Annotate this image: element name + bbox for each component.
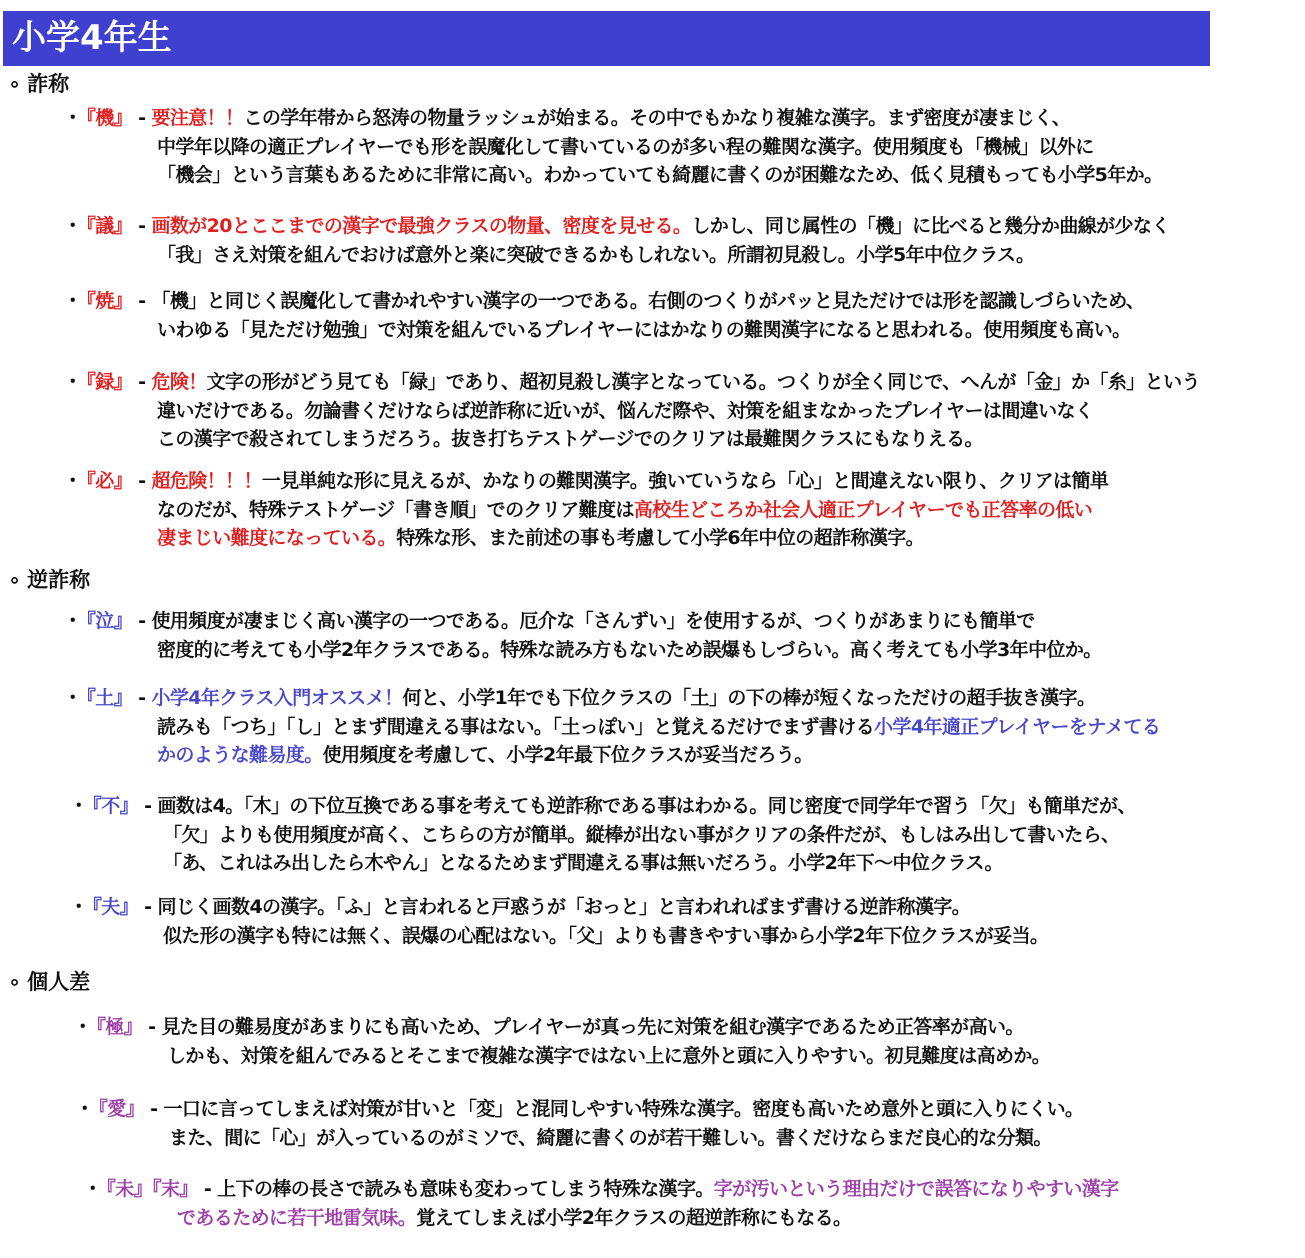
entry-text: 密度的に考えても小学2年クラスである。特殊な読み方もないため誤爆もしづらい。高く考えても小学3年中位か。 (157, 638, 1102, 661)
highlight-text: 要注意！！ (151, 107, 244, 129)
entry-text: 「我」さえ対策を組んでおけば意外と楽に突破できるかもしれない。所謂初見殺し。小学5年中位クラス。 (157, 243, 1035, 266)
section-heading-gyaku (8, 567, 90, 593)
entry-key: 『必』 (76, 470, 133, 492)
entry-key: 『極』 (86, 1016, 143, 1038)
bullet-ring-icon: ∘ (8, 970, 22, 994)
highlight-text: 超危険！！！ (151, 470, 262, 492)
entry-ki: ･『機』 - 要注意！！この学年帯から怒涛の物量ラッシュが始まる。その中でもかなり複雑な漢字。まず密度が凄まじく、 中学年以降の適正プレイヤーでも形を誤魔化して書いているのが多い程の難関な漢字。使用頻度も「機械」以外に 「機会」という言葉もあるために非常に高い。わかっていても綺麗に書くのが困難なため、低く見積もっても小学5年か。 (68, 104, 1162, 190)
highlight-text: 画数が20とここまでの漢字で最強クラスの物量、密度を見せる。 (151, 215, 692, 237)
bullet-ring-icon: ∘ (8, 72, 22, 96)
page-title: 小学4年生 (3, 11, 1210, 66)
section-heading-text: 逆詐称 (27, 568, 91, 592)
entry-shi: ･『土』 - 小学4年クラス入門オススメ！何と、小学1年でも下位クラスの「土」の下の棒が短くなっただけの超手抜き漢字。 読みも「つち」「し」とまず間違える事はない。「土っぽい」と覚えるだけでまず書ける小学4年適正プレイヤーをナメてる かのような難易度。使用頻度を考慮して、小学2年最下位クラスが妥当だろう。 (68, 687, 1161, 766)
highlight-text: 小学4年クラス入門オススメ！ (151, 687, 403, 709)
bullet-ring-icon: ∘ (8, 568, 22, 592)
section-heading-kojin (8, 969, 90, 995)
entry-text: 覚えてしまえば小学2年クラスの超逆詐称にもなる。 (416, 1206, 852, 1229)
highlight-text: 小学4年適正プレイヤーをナメてる (874, 715, 1161, 738)
entry-ai: ･『愛』 - 一口に言ってしまえば対策が甘いと「変」と混同しやすい特殊な漢字。密度も高いため意外と頭に入りにくい。 また、間に「心」が入っているのがミソで、綺麗に書くのが若干難しい。書くだけならまだ良心的な分類。 (80, 1095, 1083, 1152)
section-heading-text: 個人差 (27, 970, 91, 994)
entry-text: しかも、対策を組んでみるとそこまで複雑な漢字ではない上に意外と頭に入りやすい。初見難度は高めか。 (167, 1044, 1051, 1067)
highlight-text: 凄まじい難度になっている。 (157, 527, 397, 549)
section-heading-text: 詐称 (27, 72, 70, 96)
highlight-text: かのような難易度。 (157, 744, 323, 766)
entry-text: 文字の形がどう見ても「緑」であり、超初見殺し漢字となっている。つくりが全く同じで、へんが「金」か「糸」という (206, 371, 1200, 393)
entry-text: 読みも「つち」「し」とまず間違える事はない。「土っぽい」と覚えるだけでまず書ける (157, 715, 875, 738)
entry-text: 使用頻度が凄まじく高い漢字の一つである。厄介な「さんずい」を使用するが、つくりがあまりにも簡単で (151, 610, 1035, 632)
entry-key: 『夫』 (82, 896, 139, 918)
entry-key: 『機』 (76, 107, 133, 129)
entry-text: また、間に「心」が入っているのがミソで、綺麗に書くのが若干難しい。書くだけならまだ良心的な分類。 (169, 1126, 1052, 1149)
entry-text: 似た形の漢字も特には無く、誤爆の心配はない。「父」よりも書きやすい事から小学2年下位クラスが妥当。 (163, 924, 1049, 947)
entry-text: いわゆる「見ただけ勉強」で対策を組んでいるプレイヤーにはかなりの難関漢字になると思われる。使用頻度も高い。 (157, 318, 1131, 341)
entry-text: 見た目の難易度があまりにも高いため、プレイヤーが真っ先に対策を組む漢字であるため正答率が高い。 (161, 1016, 1024, 1038)
entry-key: 『焼』 (76, 290, 133, 312)
entry-text: 「あ、これはみ出したら木やん」となるためまず間違える事は無いだろう。小学2年下～中位クラス。 (163, 852, 1003, 874)
entry-kyoku: ･『極』 - 見た目の難易度があまりにも高いため、プレイヤーが真っ先に対策を組む漢字であるため正答率が高い。 しかも、対策を組んでみるとそこまで複雑な漢字ではない上に意外と頭に入りやすい。初見難度は高めか。 (78, 1013, 1050, 1070)
entry-key: 『愛』 (88, 1098, 145, 1120)
entry-text: 一口に言ってしまえば対策が甘いと「変」と混同しやすい特殊な漢字。密度も高いため意外と頭に入りにくい。 (163, 1098, 1084, 1120)
entry-text: 違いだけである。勿論書くだけならば逆詐称に近いが、悩んだ際や、対策を組まなかったプレイヤーは間違いなく (157, 399, 1094, 422)
entry-text: 特殊な形、また前述の事も考慮して小学6年中位の超詐称漢字。 (396, 527, 925, 549)
entry-text: 一見単純な形に見えるが、かなりの難関漢字。強いていうなら「心」と間違えない限り、クリアは簡単 (261, 470, 1109, 492)
entry-text: なのだが、特殊テストゲージ「書き順」でのクリア難度は (157, 498, 634, 521)
entry-text: 使用頻度を考慮して、小学2年最下位クラスが妥当だろう。 (322, 744, 813, 766)
highlight-text: 高校生どころか社会人適正プレイヤーでも正答率の低い (633, 498, 1093, 521)
entry-text: 何と、小学1年でも下位クラスの「土」の下の棒が短くなっただけの超手抜き漢字。 (402, 687, 1096, 709)
section-heading-sashou (8, 71, 69, 97)
entry-key: 『未』『末』 (96, 1178, 198, 1200)
highlight-text: 危険！ (151, 371, 207, 393)
entry-key: 『土』 (76, 687, 133, 709)
entry-text: 画数は4。「木」の下位互換である事を考えても逆詐称である事はわかる。同じ密度で同学年で習う「欠」も簡単だが、 (157, 795, 1136, 817)
entry-otto: ･『夫』 - 同じく画数4の漢字。「ふ」と言われると戸惑うが「おっと」と言われればまず書ける逆詐称漢字。 似た形の漢字も特には無く、誤爆の心配はない。「父」よりも書きやすい事から小学2年下位クラスが妥当。 (74, 893, 1048, 950)
entry-text: 中学年以降の適正プレイヤーでも形を誤魔化して書いているのが多い程の難関な漢字。使用頻度も「機械」以外に (157, 135, 1094, 158)
entry-text: しかし、同じ属性の「機」に比べると幾分か曲線が少なく (691, 215, 1170, 237)
entry-text: この漢字で殺されてしまうだろう。抜き打ちテストゲージでのクリアは最難関クラスにもなりえる。 (157, 428, 983, 450)
entry-text: 同じく画数4の漢字。「ふ」と言われると戸惑うが「おっと」と言われればまず書ける逆詐称漢字。 (157, 896, 971, 918)
highlight-text: であるために若干地雷気味。 (177, 1206, 417, 1229)
entry-hitsu: ･『必』 - 超危険！！！一見単純な形に見えるが、かなりの難関漢字。強いていうなら「心」と間違えない限り、クリアは簡単 なのだが、特殊テストゲージ「書き順」でのクリア難度は高校生どころか社会人適正プレイヤーでも正答率の低い 凄まじい難度になっている。特殊な形、また前述の事も考慮して小学6年中位の超詐称漢字。 (68, 470, 1109, 549)
highlight-text: 字が汚いという理由だけで誤答になりやすい漢字 (713, 1178, 1119, 1200)
entry-mi-matsu: ･『未』『末』 - 上下の棒の長さで読みも意味も変わってしまう特殊な漢字。字が汚いという理由だけで誤答になりやすい漢字 であるために若干地雷気味。覚えてしまえば小学2年クラスの超逆詐称にもなる。 (88, 1178, 1119, 1229)
entry-key: 『議』 (76, 215, 133, 237)
entry-key: 『録』 (76, 371, 133, 393)
entry-key: 『泣』 (76, 610, 133, 632)
entry-fu: ･『不』 - 画数は4。「木」の下位互換である事を考えても逆詐称である事はわかる。同じ密度で同学年で習う「欠」も簡単だが、 「欠」よりも使用頻度が高く、こちらの方が簡単。縦棒が出ない事がクリアの条件だが、もしはみ出して書いたら、 「あ、これはみ出したら木やん」となるためまず間違える事は無いだろう。小学2年下～中位クラス。 (74, 792, 1136, 878)
entry-text: 「機」と同じく誤魔化して書かれやすい漢字の一つである。右側のつくりがパッと見ただけでは形を認識しづらいため、 (151, 290, 1145, 312)
entry-key: 『不』 (82, 795, 139, 817)
entry-text: 「欠」よりも使用頻度が高く、こちらの方が簡単。縦棒が出ない事がクリアの条件だが、もしはみ出して書いたら、 (163, 823, 1120, 846)
entry-yaku: ･『焼』 - 「機」と同じく誤魔化して書かれやすい漢字の一つである。右側のつくりがパッと見ただけでは形を認識しづらいため、 いわゆる「見ただけ勉強」で対策を組んでいるプレイヤーにはかなりの難関漢字になると思われる。使用頻度も高い。 (68, 287, 1144, 344)
entry-text: この学年帯から怒涛の物量ラッシュが始まる。その中でもかなり複雑な漢字。まず密度が凄まじく、 (243, 107, 1071, 129)
entry-text: 上下の棒の長さで読みも意味も変わってしまう特殊な漢字。 (217, 1178, 714, 1200)
entry-roku: ･『録』 - 危険！文字の形がどう見ても「緑」であり、超初見殺し漢字となっている。つくりが全く同じで、へんが「金」か「糸」という 違いだけである。勿論書くだけならば逆詐称に近いが、悩んだ際や、対策を組まなかったプレイヤーは間違いなく この漢字で殺されてしまうだろう。抜き打ちテストゲージでのクリアは最難関クラスにもなりえる。 (68, 368, 1200, 454)
entry-gi: ･『議』 - 画数が20とここまでの漢字で最強クラスの物量、密度を見せる。しかし、同じ属性の「機」に比べると幾分か曲線が少なく 「我」さえ対策を組んでおけば意外と楽に突破できるかもしれない。所謂初見殺し。小学5年中位クラス。 (68, 212, 1170, 269)
entry-naku: ･『泣』 - 使用頻度が凄まじく高い漢字の一つである。厄介な「さんずい」を使用するが、つくりがあまりにも簡単で 密度的に考えても小学2年クラスである。特殊な読み方もないため誤爆もしづらい。高く考えても小学3年中位か。 (68, 607, 1102, 664)
entry-text: 「機会」という言葉もあるために非常に高い。わかっていても綺麗に書くのが困難なため、低く見積もっても小学5年か。 (157, 164, 1163, 186)
